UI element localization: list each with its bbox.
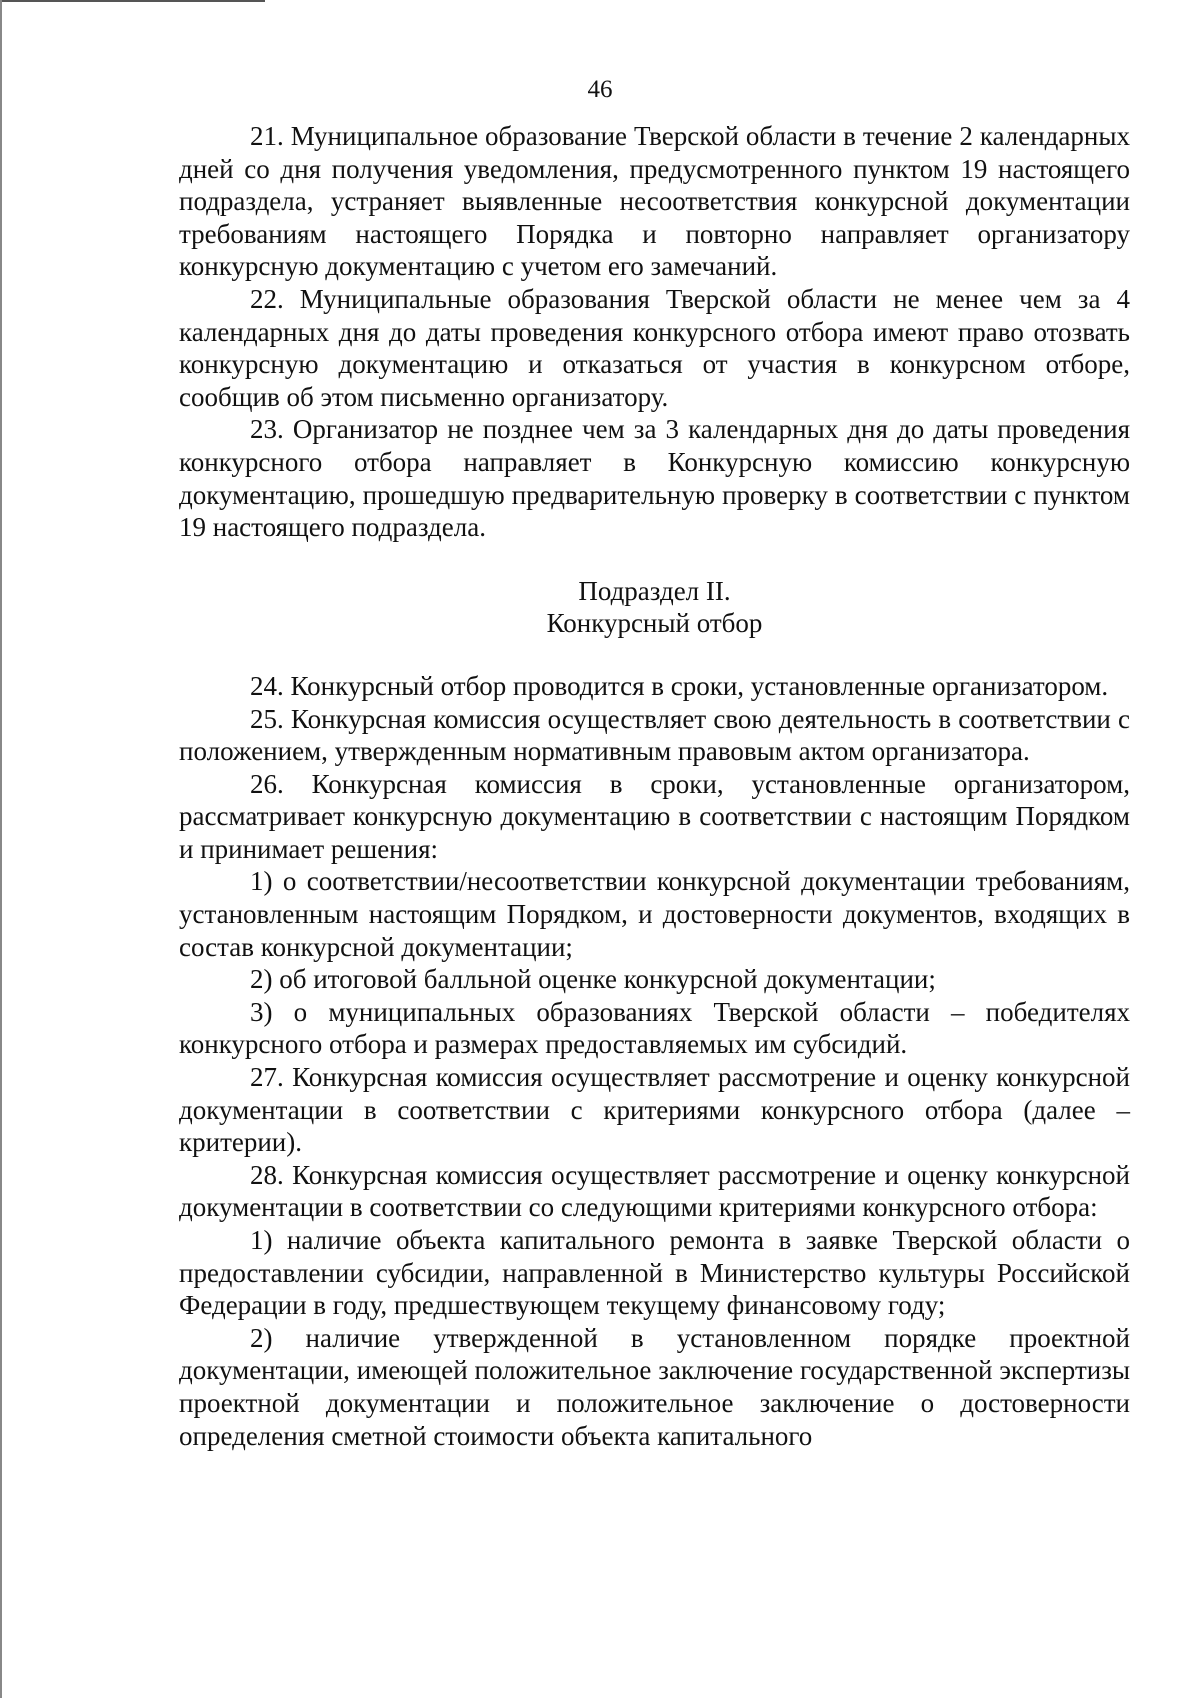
list-item-26-1: 1) о соответствии/несоответствии конкурсной документации требованиям, установленным настоящим Порядком, и достоверности документов, входящих в состав конкурсной документации; xyxy=(179,866,1130,962)
paragraph-22: 22. Муниципальные образования Тверской области не менее чем за 4 календарных дня до даты проведения конкурсного отбора имеют право отозвать конкурсную документацию и отказаться от участия в конкурсном отборе, сообщив об этом письменно организатору. xyxy=(179,283,1130,412)
top-border-line xyxy=(0,0,265,2)
section-heading xyxy=(179,575,1130,640)
list-item-28-2: 2) наличие утвержденной в установленном порядке проектной документации, имеющей положительное заключение государственной экспертизы проектной документации и положительное заключение о достоверности определения сметной стоимости объекта капитального xyxy=(179,1322,1130,1451)
paragraph-26: 26. Конкурсная комиссия в сроки, установленные организатором, рассматривает конкурсную документацию в соответствии с настоящим Порядком и принимает решения: xyxy=(179,768,1130,864)
paragraph-21: 21. Муниципальное образование Тверской области в течение 2 календарных дней со дня получения уведомления, предусмотренного пунктом 19 настоящего подраздела, устраняет выявленные несоответствия конкурсной документации требованиям настоящего Порядка и повторно направляет организатору конкурсную документацию с учетом его замечаний. xyxy=(179,121,1130,282)
paragraph-23: 23. Организатор не позднее чем за 3 календарных дня до даты проведения конкурсного отбора направляет в Конкурсную комиссию конкурсную документацию, прошедшую предварительную проверку в соответствии с пунктом 19 настоящего подраздела. xyxy=(179,414,1130,543)
paragraph-28: 28. Конкурсная комиссия осуществляет рассмотрение и оценку конкурсной документации в соответствии со следующими критериями конкурсного отбора: xyxy=(179,1159,1130,1223)
list-item-26-2: 2) об итоговой балльной оценке конкурсной документации; xyxy=(250,964,936,995)
paragraph-24: 24. Конкурсный отбор проводится в сроки, установленные организатором. xyxy=(250,670,1109,701)
paragraph-25: 25. Конкурсная комиссия осуществляет свою деятельность в соответствии с положением, утвержденным нормативным правовым актом организатора. xyxy=(179,703,1130,767)
left-border-line xyxy=(0,0,2,1698)
section-subtitle: Конкурсный отбор xyxy=(546,608,763,639)
section-title: Подраздел II. xyxy=(578,575,731,606)
page-number: 46 xyxy=(587,76,613,103)
list-item-26-3: 3) о муниципальных образованиях Тверской области – победителях конкурсного отбора и размерах предоставляемых им субсидий. xyxy=(179,996,1130,1060)
document-body xyxy=(179,120,1130,1452)
paragraph-27: 27. Конкурсная комиссия осуществляет рассмотрение и оценку конкурсной документации в соответствии с критериями конкурсного отбора (далее – критерии). xyxy=(179,1062,1130,1158)
list-item-28-1: 1) наличие объекта капитального ремонта в заявке Тверской области о предоставлении субсидии, направленной в Министерство культуры Российской Федерации в году, предшествующем текущему финансовому году; xyxy=(179,1225,1130,1321)
